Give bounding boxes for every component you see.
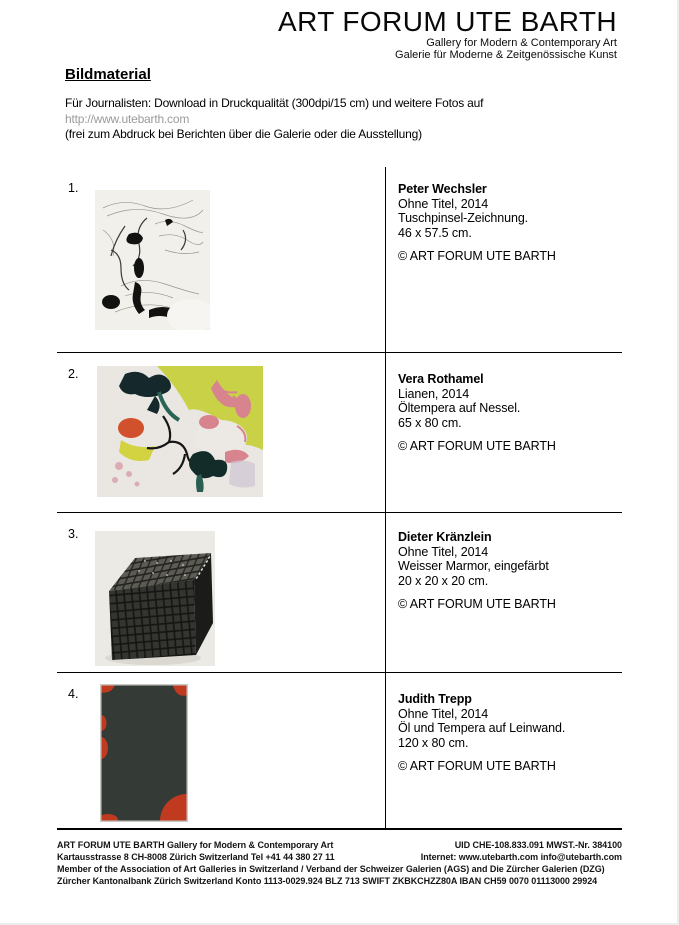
intro-line-1: Für Journalisten: Download in Druckqualität (300dpi/15 cm) und weitere Fotos auf: [65, 96, 484, 110]
row-number-2: 2.: [68, 367, 79, 381]
footer-line-1: [57, 839, 622, 851]
footer-uid: UID CHE-108.833.091 MWST.-Nr. 384100: [454, 840, 622, 850]
row-number-1: 1.: [68, 181, 79, 195]
artwork-dimensions: 20 x 20 x 20 cm.: [398, 573, 489, 588]
artwork-image-cube-sculpture: [95, 531, 215, 666]
artwork-title: Lianen, 2014: [398, 386, 470, 401]
gallery-subtitle-en: Gallery for Modern & Contemporary Art: [426, 37, 617, 49]
artwork-title: Ohne Titel, 2014: [398, 544, 489, 559]
artwork-dimensions: 46 x 57.5 cm.: [398, 225, 472, 240]
copyright-line: © ART FORUM UTE BARTH: [398, 759, 556, 773]
artwork-medium: Öltempera auf Nessel.: [398, 401, 521, 415]
gallery-title: ART FORUM UTE BARTH: [278, 6, 617, 37]
copyright-line: © ART FORUM UTE BARTH: [398, 249, 556, 263]
artwork-cell-4: [57, 673, 386, 828]
page-footer: [57, 839, 622, 887]
artwork-cell-1: [57, 167, 386, 352]
intro-line-3: (frei zum Abdruck bei Berichten über die Galerie oder die Ausstellung): [65, 127, 422, 141]
footer-gallery-name: ART FORUM UTE BARTH Gallery for Modern & Contemporary Art: [57, 840, 334, 850]
artwork-cell-3: [57, 513, 386, 672]
artwork-dimensions: 120 x 80 cm.: [398, 735, 469, 750]
artwork-image-ink-drawing: [95, 190, 210, 330]
artwork-dimensions: 65 x 80 cm.: [398, 415, 462, 430]
artwork-caption-2: [386, 353, 622, 512]
gallery-subtitle-de: Galerie für Moderne & Zeitgenössische Kunst: [395, 48, 617, 61]
artist-name: Vera Rothamel: [398, 372, 484, 386]
artwork-image-dark-canvas: [100, 684, 188, 822]
table-row-2: [57, 352, 622, 512]
artist-name: Judith Trepp: [398, 692, 472, 706]
artwork-medium: Weisser Marmor, eingefärbt: [398, 559, 549, 573]
artwork-caption-1: [386, 167, 622, 352]
table-row-3: [57, 512, 622, 672]
table-row-1: [57, 167, 622, 352]
section-heading: Bildmaterial: [65, 66, 151, 83]
artist-name: Peter Wechsler: [398, 182, 487, 196]
artwork-medium: Tuschpinsel-Zeichnung.: [398, 211, 529, 225]
footer-address: Kartausstrasse 8 CH-8008 Zürich Switzerland Tel +41 44 380 27 11: [57, 852, 335, 862]
artwork-caption-4: [386, 673, 622, 828]
footer-line-2: [57, 851, 622, 863]
artwork-title: Ohne Titel, 2014: [398, 706, 489, 721]
footer-membership: Member of the Association of Art Galleries in Switzerland / Verband der Schweizer Galerien (AGS) and Die Zürcher Galerien (DZG): [57, 864, 605, 874]
artwork-title: Ohne Titel, 2014: [398, 196, 489, 211]
artwork-medium: Öl und Tempera auf Leinwand.: [398, 721, 566, 735]
copyright-line: © ART FORUM UTE BARTH: [398, 597, 556, 611]
artwork-cell-2: [57, 353, 386, 512]
artwork-image-abstract-painting: [97, 366, 263, 497]
copyright-line: © ART FORUM UTE BARTH: [398, 439, 556, 453]
artist-name: Dieter Kränzlein: [398, 530, 492, 544]
footer-internet: Internet: www.utebarth.com info@utebarth.com: [420, 852, 622, 862]
row-number-4: 4.: [68, 687, 79, 701]
website-link[interactable]: http://www.utebarth.com: [65, 111, 190, 126]
table-row-4: [57, 672, 622, 828]
artwork-caption-3: [386, 513, 622, 672]
footer-bank: Zürcher Kantonalbank Zürich Switzerland Konto 1113-0029.924 BLZ 713 SWIFT ZKBKCHZZ80A IBAN CH59 0070 01113000 29924: [57, 876, 598, 886]
artwork-table: [57, 167, 622, 830]
row-number-3: 3.: [68, 527, 79, 541]
intro-paragraph: [65, 96, 483, 143]
page-header: [278, 5, 617, 61]
